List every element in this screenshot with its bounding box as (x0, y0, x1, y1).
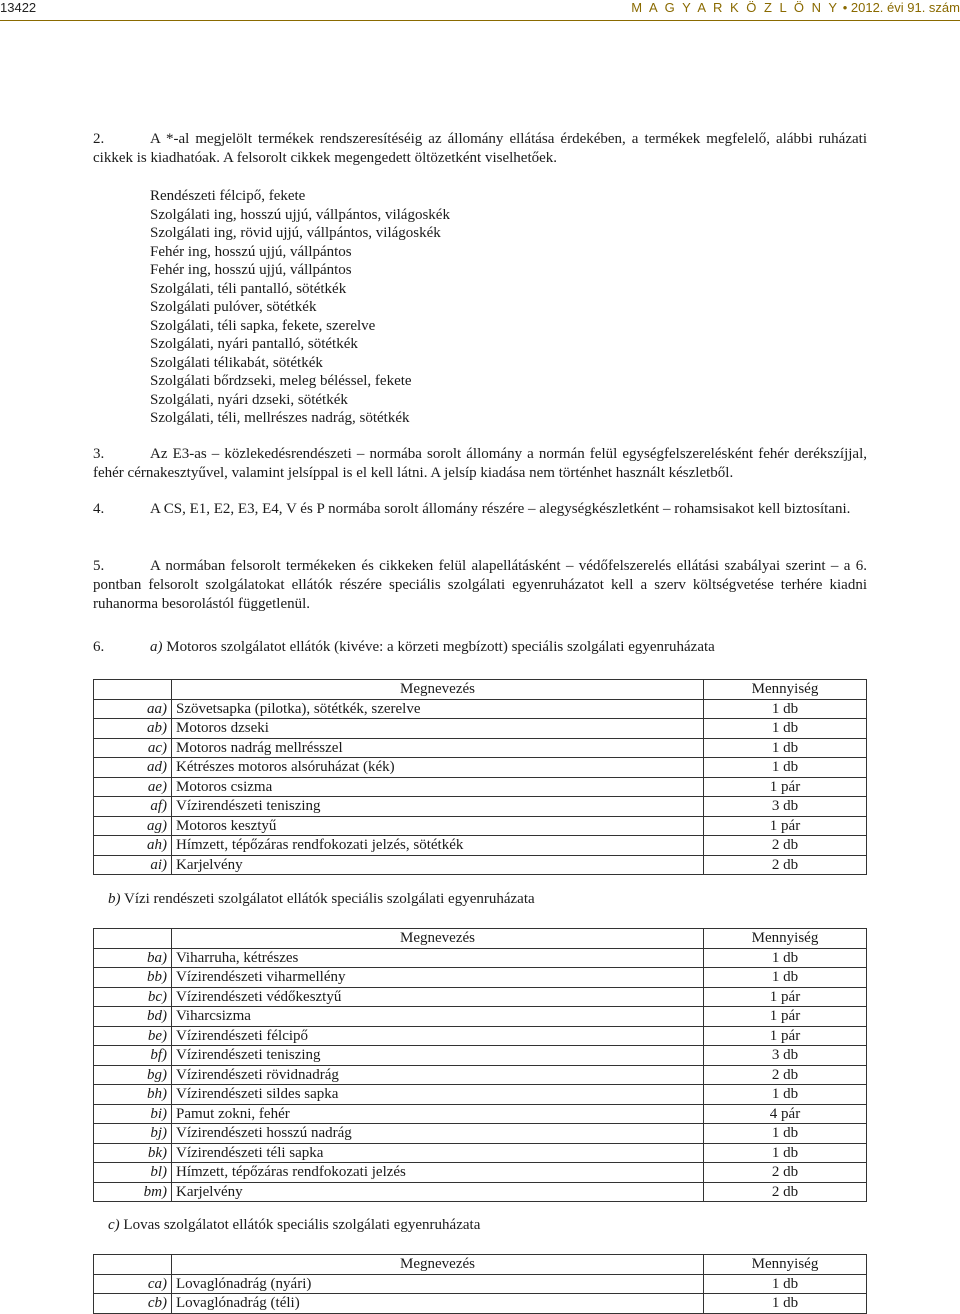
header-index (94, 680, 172, 700)
header-rule (0, 20, 960, 21)
item-quantity: 1 db (704, 719, 867, 739)
table-row (94, 1104, 867, 1124)
item-name: Pamut zokni, fehér (172, 1104, 704, 1124)
list-item: Szolgálati, téli pantalló, sötétkék (150, 280, 347, 297)
table-header-row (94, 680, 867, 700)
row-index: bb) (94, 968, 172, 988)
item-quantity: 1 db (704, 758, 867, 778)
section-marker: a) (150, 639, 163, 655)
list-item: Rendészeti félcipő, fekete (150, 188, 306, 204)
list-item: Szolgálati, téli, mellrészes nadrág, sötétkék (150, 410, 410, 426)
table-row (94, 1274, 867, 1294)
row-index: ba) (94, 948, 172, 968)
section-marker: c) (108, 1217, 120, 1233)
item-name: Hímzett, tépőzáras rendfokozati jelzés (172, 1163, 704, 1183)
item-name: Vízirendészeti rövidnadrág (172, 1065, 704, 1085)
item-name: Motoros csizma (172, 777, 704, 797)
list-item: Szolgálati, nyári pantalló, sötétkék (150, 336, 358, 352)
row-index: bj) (94, 1124, 172, 1144)
item-name: Karjelvény (172, 855, 704, 875)
item-quantity: 2 db (704, 836, 867, 856)
row-index: bf) (94, 1046, 172, 1066)
table-row (94, 699, 867, 719)
header-name: Megnevezés (172, 929, 704, 949)
table-row (94, 855, 867, 875)
paragraph-number: 4. (93, 501, 105, 517)
table-row (94, 948, 867, 968)
row-index: ca) (94, 1274, 172, 1294)
row-index: ag) (94, 816, 172, 836)
section-c-heading (108, 1216, 480, 1235)
item-quantity: 1 db (704, 699, 867, 719)
table-row (94, 777, 867, 797)
row-index: af) (94, 797, 172, 817)
item-name: Vízirendészeti védőkesztyű (172, 987, 704, 1007)
item-name: Vízirendészeti sildes sapka (172, 1085, 704, 1105)
item-quantity: 3 db (704, 1046, 867, 1066)
table-row (94, 1294, 867, 1314)
table-row (94, 1182, 867, 1202)
item-name: Viharruha, kétrészes (172, 948, 704, 968)
item-name: Vízirendészeti hosszú nadrág (172, 1124, 704, 1144)
item-quantity: 2 db (704, 1182, 867, 1202)
table-row (94, 816, 867, 836)
header-name: Megnevezés (172, 1255, 704, 1275)
item-quantity: 1 db (704, 1124, 867, 1144)
table-row (94, 968, 867, 988)
paragraph-number: 6. (93, 639, 105, 655)
item-name: Motoros dzseki (172, 719, 704, 739)
section-title: Lovas szolgálatot ellátók speciális szolgálati egyenruházata (123, 1217, 481, 1233)
table-body (94, 1274, 867, 1313)
row-index: bg) (94, 1065, 172, 1085)
row-index: ab) (94, 719, 172, 739)
table-row (94, 1046, 867, 1066)
item-quantity: 1 pár (704, 816, 867, 836)
row-index: be) (94, 1026, 172, 1046)
row-index: bl) (94, 1163, 172, 1183)
row-index: bm) (94, 1182, 172, 1202)
table-body (94, 948, 867, 1202)
header-index (94, 929, 172, 949)
header-name: Megnevezés (172, 680, 704, 700)
section-title: Motoros szolgálatot ellátók (kivéve: a körzeti megbízott) speciális szolgálati egyenruházata (166, 639, 715, 655)
item-name: Vízirendészeti félcipő (172, 1026, 704, 1046)
row-index: bk) (94, 1143, 172, 1163)
item-quantity: 1 db (704, 1085, 867, 1105)
row-index: ah) (94, 836, 172, 856)
item-quantity: 4 pár (704, 1104, 867, 1124)
list-item: Fehér ing, hosszú ujjú, vállpántos (150, 262, 352, 278)
table-row (94, 1065, 867, 1085)
item-quantity: 1 db (704, 948, 867, 968)
table-row (94, 719, 867, 739)
item-name: Viharcsizma (172, 1007, 704, 1027)
item-quantity: 3 db (704, 797, 867, 817)
table-row (94, 797, 867, 817)
list-item: Szolgálati télikabát, sötétkék (150, 354, 323, 371)
section-title: Vízi rendészeti szolgálatot ellátók speciális szolgálati egyenruházata (123, 891, 535, 907)
table-row (94, 987, 867, 1007)
table-row (94, 1124, 867, 1144)
issue-number: 2012. évi 91. szám (850, 0, 960, 15)
page-header (0, 0, 960, 22)
row-index: bi) (94, 1104, 172, 1124)
list-item: Fehér ing, hosszú ujjú, vállpántos (150, 243, 352, 260)
item-quantity: 1 pár (704, 987, 867, 1007)
table-header-row (94, 929, 867, 949)
paragraph-number: 3. (93, 446, 105, 462)
table-row (94, 1085, 867, 1105)
row-index: bd) (94, 1007, 172, 1027)
item-quantity: 1 db (704, 968, 867, 988)
header-index (94, 1255, 172, 1275)
journal-title (631, 0, 960, 15)
table-body (94, 699, 867, 875)
paragraph-5 (93, 557, 867, 614)
item-quantity: 1 pár (704, 1026, 867, 1046)
item-name: Szövetsapka (pilotka), sötétkék, szerelve (172, 699, 704, 719)
row-index: ac) (94, 738, 172, 758)
item-name: Motoros kesztyű (172, 816, 704, 836)
paragraph-6-heading (93, 638, 715, 657)
header-quantity: Mennyiség (704, 1255, 867, 1275)
item-quantity: 1 db (704, 1143, 867, 1163)
row-index: ad) (94, 758, 172, 778)
row-index: cb) (94, 1294, 172, 1314)
paragraph-text: A CS, E1, E2, E3, E4, V és P normába sorolt állomány részére – alegységkészletként – rohamsisakot kell biztosítani. (150, 501, 851, 517)
list-item: Szolgálati pulóver, sötétkék (150, 299, 317, 315)
journal-name: M A G Y A R K Ö Z L Ö N Y (631, 0, 840, 15)
item-quantity: 1 db (704, 1294, 867, 1314)
row-index: aa) (94, 699, 172, 719)
table-motorcycle-uniform (93, 679, 867, 875)
table-row (94, 1026, 867, 1046)
list-item: Szolgálati, nyári dzseki, sötétkék (150, 391, 348, 408)
item-quantity: 1 db (704, 1274, 867, 1294)
list-item: Szolgálati ing, hosszú ujjú, vállpántos, világoskék (150, 206, 450, 223)
list-item: Szolgálati, téli sapka, fekete, szerelve (150, 317, 376, 334)
header-quantity: Mennyiség (704, 680, 867, 700)
table-row (94, 1143, 867, 1163)
paragraph-number: 2. (93, 131, 105, 147)
page-number: 13422 (0, 0, 37, 15)
item-name: Karjelvény (172, 1182, 704, 1202)
item-quantity: 1 db (704, 738, 867, 758)
section-marker: b) (108, 891, 121, 907)
row-index: ai) (94, 855, 172, 875)
item-quantity: 1 pár (704, 777, 867, 797)
table-row (94, 738, 867, 758)
table-header-row (94, 1255, 867, 1275)
item-name: Lovaglónadrág (nyári) (172, 1274, 704, 1294)
item-name: Vízirendészeti téli sapka (172, 1143, 704, 1163)
row-index: bh) (94, 1085, 172, 1105)
row-index: ae) (94, 777, 172, 797)
item-quantity: 1 pár (704, 1007, 867, 1027)
table-row (94, 1163, 867, 1183)
table-row (94, 1007, 867, 1027)
paragraph-number: 5. (93, 558, 105, 574)
item-name: Vízirendészeti viharmellény (172, 968, 704, 988)
item-name: Motoros nadrág mellrésszel (172, 738, 704, 758)
header-quantity: Mennyiség (704, 929, 867, 949)
table-mounted-police-uniform (93, 1254, 867, 1314)
row-index: bc) (94, 987, 172, 1007)
list-item: Szolgálati bőrdzseki, meleg béléssel, fekete (150, 373, 412, 389)
item-quantity: 2 db (704, 1163, 867, 1183)
item-name: Vízirendészeti teniszing (172, 797, 704, 817)
table-row (94, 836, 867, 856)
table-row (94, 758, 867, 778)
section-b-heading (108, 890, 535, 909)
paragraph-3 (93, 445, 867, 483)
item-quantity: 2 db (704, 855, 867, 875)
item-name: Hímzett, tépőzáras rendfokozati jelzés, sötétkék (172, 836, 704, 856)
paragraph-text: A normában felsorolt termékeken és cikkeken felül alapellátásként – védőfelszerelés ellátási szabályai szerint – a 6. pontban felsorolt szolgálatokat ellátók részére speciális szolgálati egyenruházatot kell a szerv költségvetése terhére kiadni ruhanorma besorolástól függetlenül. (93, 558, 867, 612)
paragraph-4 (93, 500, 867, 519)
item-name: Lovaglónadrág (téli) (172, 1294, 704, 1314)
item-name: Vízirendészeti teniszing (172, 1046, 704, 1066)
table-water-police-uniform (93, 928, 867, 1202)
paragraph-2 (93, 130, 867, 168)
list-item: Szolgálati ing, rövid ujjú, vállpántos, világoskék (150, 225, 441, 241)
item-name: Kétrészes motoros alsóruházat (kék) (172, 758, 704, 778)
bullet-separator: • (842, 0, 848, 15)
clothing-list (150, 187, 450, 428)
item-quantity: 2 db (704, 1065, 867, 1085)
paragraph-text: A *-al megjelölt termékek rendszeresítéséig az állomány ellátása érdekében, a termékek megfelelő, alábbi ruházati cikkek is kiadhatóak. A felsorolt cikkek megengedett öltözetként viselhetőek. (93, 131, 867, 166)
paragraph-text: Az E3-as – közlekedésrendészeti – normába sorolt állomány a normán felül egységfelszerelésként fehér derékszíjjal, fehér cérnakesztyűvel, valamint jelsíppal is el kell látni. A jelsíp kiadása nem történhet használt készletből. (93, 446, 867, 481)
